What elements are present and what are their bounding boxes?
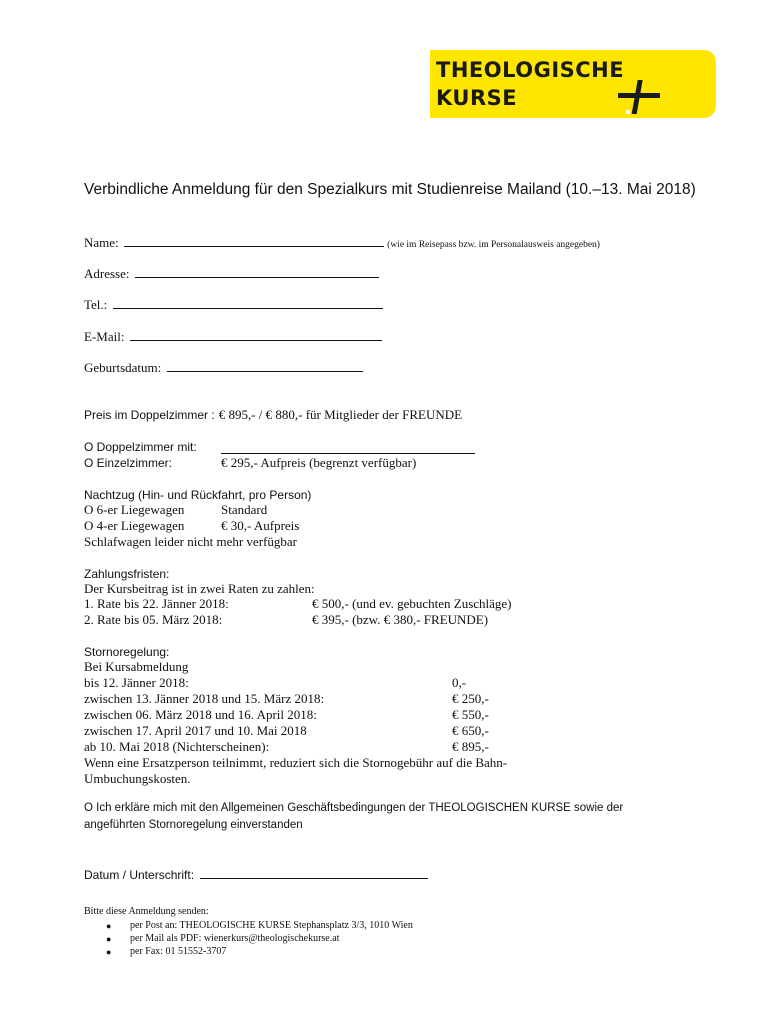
doppelzimmer-option[interactable]: O Doppelzimmer mit: [84, 440, 197, 454]
storno-intro: Bei Kursabmeldung [84, 659, 189, 674]
zahlung-heading: Zahlungsfristen: [84, 567, 170, 581]
geburtsdatum-label: Geburtsdatum: [84, 360, 162, 375]
doppelzimmer-line[interactable] [221, 441, 475, 454]
preis-value: € 895,- / € 880,- für Mitglieder der FREUNDE [218, 407, 463, 422]
storno-row-label: zwischen 13. Jänner 2018 und 15. März 2018: [84, 691, 325, 706]
name-label: Name: [84, 235, 119, 250]
page-title: Verbindliche Anmeldung für den Spezialkurs mit Studienreise Mailand (10.–13. Mai 2018) [84, 181, 696, 198]
footer-intro: Bitte diese Anmeldung senden: [84, 906, 209, 917]
storno-note-2: Umbuchungskosten. [84, 771, 191, 786]
zahlung-intro: Der Kursbeitrag ist in zwei Raten zu zahlen: [84, 581, 315, 596]
adresse-line[interactable] [135, 265, 379, 278]
footer-item-mail[interactable]: per Mail als PDF: wienerkurs@theologischekurse.at [130, 933, 340, 944]
tel-line[interactable] [113, 296, 383, 309]
bullet-icon: ● [106, 921, 112, 931]
footer-item-post: per Post an: THEOLOGISCHE KURSE Stephansplatz 3/3, 1010 Wien [130, 920, 413, 931]
zahlung-rate-2-label: 2. Rate bis 05. März 2018: [84, 612, 223, 627]
name-line[interactable] [124, 234, 384, 247]
storno-row-label: zwischen 17. April 2017 und 10. Mai 2018 [84, 723, 307, 738]
logo [430, 50, 716, 118]
logo-line-1: THEOLOGISCHE [436, 58, 625, 82]
bullet-icon: ● [106, 934, 112, 944]
logo-cross-icon [616, 78, 662, 116]
email-label: E-Mail: [84, 329, 125, 344]
agb-line-2: angeführten Stornoregelung einverstanden [84, 819, 303, 831]
storno-row-value: € 650,- [452, 723, 489, 738]
nachtzug-note: Schlafwagen leider nicht mehr verfügbar [84, 534, 297, 549]
zahlung-rate-1-label: 1. Rate bis 22. Jänner 2018: [84, 596, 229, 611]
geburtsdatum-field[interactable] [84, 359, 363, 376]
storno-note-1: Wenn eine Ersatzperson teilnimmt, reduziert sich die Stornogebühr auf die Bahn- [84, 755, 508, 770]
email-line[interactable] [130, 328, 382, 341]
nachtzug-option-6er-value: Standard [221, 502, 268, 517]
agb-checkbox[interactable]: O Ich erkläre mich mit den Allgemeinen Geschäftsbedingungen der THEOLOGISCHEN KURSE sowie der [84, 802, 624, 814]
email-field[interactable] [84, 328, 382, 345]
tel-label: Tel.: [84, 297, 108, 312]
zahlung-rate-1-value: € 500,- (und ev. gebuchten Zuschläge) [312, 596, 512, 611]
footer-item-fax: per Fax: 01 51552-3707 [130, 946, 227, 957]
geburtsdatum-line[interactable] [167, 359, 363, 372]
nachtzug-option-4er-value: € 30,- Aufpreis [221, 518, 300, 533]
adresse-field[interactable] [84, 265, 379, 282]
storno-row-value: € 895,- [452, 739, 489, 754]
tel-field[interactable] [84, 296, 383, 313]
zahlung-rate-2-value: € 395,- (bzw. € 380,- FREUNDE) [312, 612, 489, 627]
signature-line[interactable] [200, 866, 428, 879]
nachtzug-option-4er[interactable]: O 4-er Liegewagen [84, 518, 185, 533]
preis-row [84, 406, 462, 424]
storno-row-value: € 250,- [452, 691, 489, 706]
adresse-label: Adresse: [84, 266, 130, 281]
storno-row-label: bis 12. Jänner 2018: [84, 675, 189, 690]
logo-line-2: KURSE [436, 86, 518, 110]
einzelzimmer-value: € 295,- Aufpreis (begrenzt verfügbar) [221, 455, 417, 470]
nachtzug-option-6er[interactable]: O 6-er Liegewagen [84, 502, 185, 517]
preis-label: Preis im Doppelzimmer : [84, 408, 215, 422]
nachtzug-heading: Nachtzug (Hin- und Rückfahrt, pro Person) [84, 488, 312, 502]
signature-label: Datum / Unterschrift: [84, 868, 195, 882]
storno-row-value: € 550,- [452, 707, 489, 722]
bullet-icon: ● [106, 947, 112, 957]
signature-field[interactable] [84, 866, 428, 884]
name-hint: (wie im Reisepass bzw. im Personalausweis angegeben) [387, 240, 600, 250]
storno-row-label: zwischen 06. März 2018 und 16. April 2018: [84, 707, 317, 722]
storno-row-value: 0,- [452, 675, 467, 690]
name-field[interactable] [84, 234, 600, 251]
storno-heading: Stornoregelung: [84, 645, 170, 659]
storno-row-label: ab 10. Mai 2018 (Nichterscheinen): [84, 739, 270, 754]
einzelzimmer-option[interactable]: O Einzelzimmer: [84, 456, 173, 470]
